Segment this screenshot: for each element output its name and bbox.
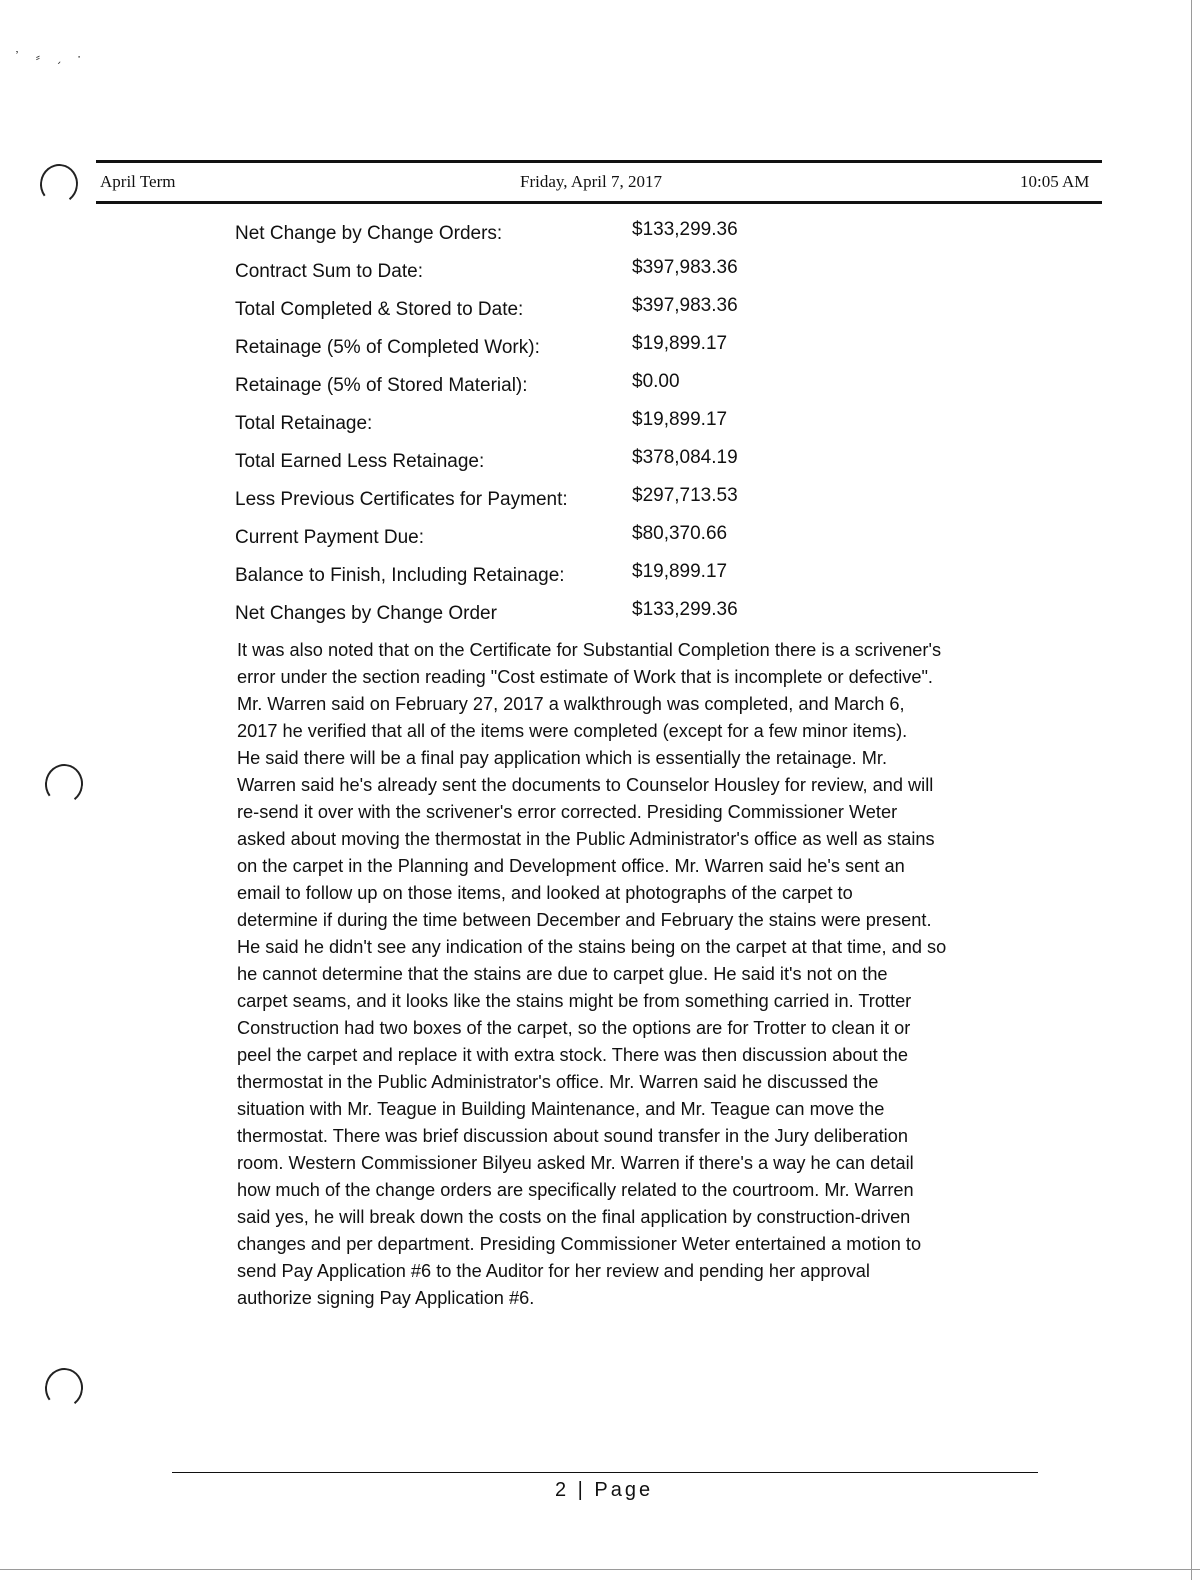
punch-hole-icon: [42, 762, 85, 807]
finance-label: Retainage (5% of Stored Material):: [235, 375, 528, 396]
finance-label: Total Retainage:: [235, 413, 373, 434]
finance-row: [235, 447, 955, 485]
finance-value: $133,299.36: [632, 219, 738, 240]
punch-hole-icon: [42, 1366, 85, 1411]
finance-row: [235, 295, 955, 333]
finance-value: $133,299.36: [632, 599, 738, 620]
finance-row: [235, 333, 955, 371]
finance-value: $297,713.53: [632, 485, 738, 506]
finance-value: $19,899.17: [632, 561, 728, 582]
finance-value: $19,899.17: [632, 409, 728, 430]
finance-row: [235, 599, 955, 637]
finance-label: Net Change by Change Orders:: [235, 223, 503, 244]
punch-hole-icon: [37, 162, 80, 207]
finance-label: Total Completed & Stored to Date:: [235, 299, 524, 320]
finance-row: [235, 219, 955, 257]
finance-row: [235, 561, 955, 599]
header-rule-top: [96, 160, 1102, 163]
header-rule-bottom: [96, 201, 1102, 204]
finance-label: Less Previous Certificates for Payment:: [235, 489, 568, 510]
finance-value: $397,983.36: [632, 257, 738, 278]
finance-label: Net Changes by Change Order: [235, 603, 497, 624]
page-edge-bottom: [0, 1569, 1200, 1570]
finance-label: Total Earned Less Retainage:: [235, 451, 485, 472]
finance-value: $80,370.66: [632, 523, 728, 544]
finance-value: $397,983.36: [632, 295, 738, 316]
footer-rule: [172, 1472, 1038, 1473]
meeting-date: Friday, April 7, 2017: [520, 172, 662, 191]
finance-row: [235, 523, 955, 561]
finance-row: [235, 257, 955, 295]
page-number: 2 | Page: [555, 1479, 654, 1501]
finance-value: $19,899.17: [632, 333, 728, 354]
minutes-paragraph: It was also noted that on the Certificate for Substantial Completion there is a scrivener's error under the section reading "Cost estimate of Work that is incomplete or defective". Mr. Warren said on February 27, 2017 a walkthrough was completed, and March 6, 2017 he verified that all of the items were completed (except for a few minor items). He said there will be a final pay application which is essentially the retainage. Mr. Warren said he's already sent the documents to Counselor Housley for review, and will re-send it over with the scrivener's error corrected. Presiding Commissioner Weter asked about moving the thermostat in the Public Administrator's office as well as stains on the carpet in the Planning and Development office. Mr. Warren said he's sent an email to follow up on those items, and looked at photographs of the carpet to determine if during the time between December and February the stains were present. He said he didn't see any indication of the stains being on the carpet at that time, and so he cannot determine that the stains are due to carpet glue. He said it's not on the carpet seams, and it looks like the stains might be from something carried in. Trotter Construction had two boxes of the carpet, so the options are for Trotter to clean it or peel the carpet and replace it with extra stock. There was then discussion about the thermostat in the Public Administrator's office. Mr. Warren said he discussed the situation with Mr. Teague in Building Maintenance, and Mr. Teague can move the thermostat. There was brief discussion about sound transfer in the Jury deliberation room. Western Commissioner Bilyeu asked Mr. Warren if there's a way he can detail how much of the change orders are specifically related to the courtroom. Mr. Warren said yes, he will break down the costs on the final application by construction-driven changes and per department. Presiding Commissioner Weter entertained a motion to send Pay Application #6 to the Auditor for her review and pending her approval authorize signing Pay Application #6.: [237, 640, 947, 1308]
finance-row: [235, 485, 955, 523]
finance-row: [235, 371, 955, 409]
finance-label: Current Payment Due:: [235, 527, 425, 548]
finance-label: Balance to Finish, Including Retainage:: [235, 565, 565, 586]
finance-label: Retainage (5% of Completed Work):: [235, 337, 540, 358]
scan-marks: ᾽ ⸗ ˏ ⸱: [14, 50, 87, 64]
pay-application-summary: [235, 219, 955, 637]
meeting-time: 10:05 AM: [1020, 172, 1090, 191]
page-edge-right: [1191, 0, 1192, 1580]
term-label: April Term: [100, 172, 176, 191]
finance-value: $378,084.19: [632, 447, 738, 468]
finance-value: $0.00: [632, 371, 680, 392]
finance-label: Contract Sum to Date:: [235, 261, 423, 282]
finance-row: [235, 409, 955, 447]
